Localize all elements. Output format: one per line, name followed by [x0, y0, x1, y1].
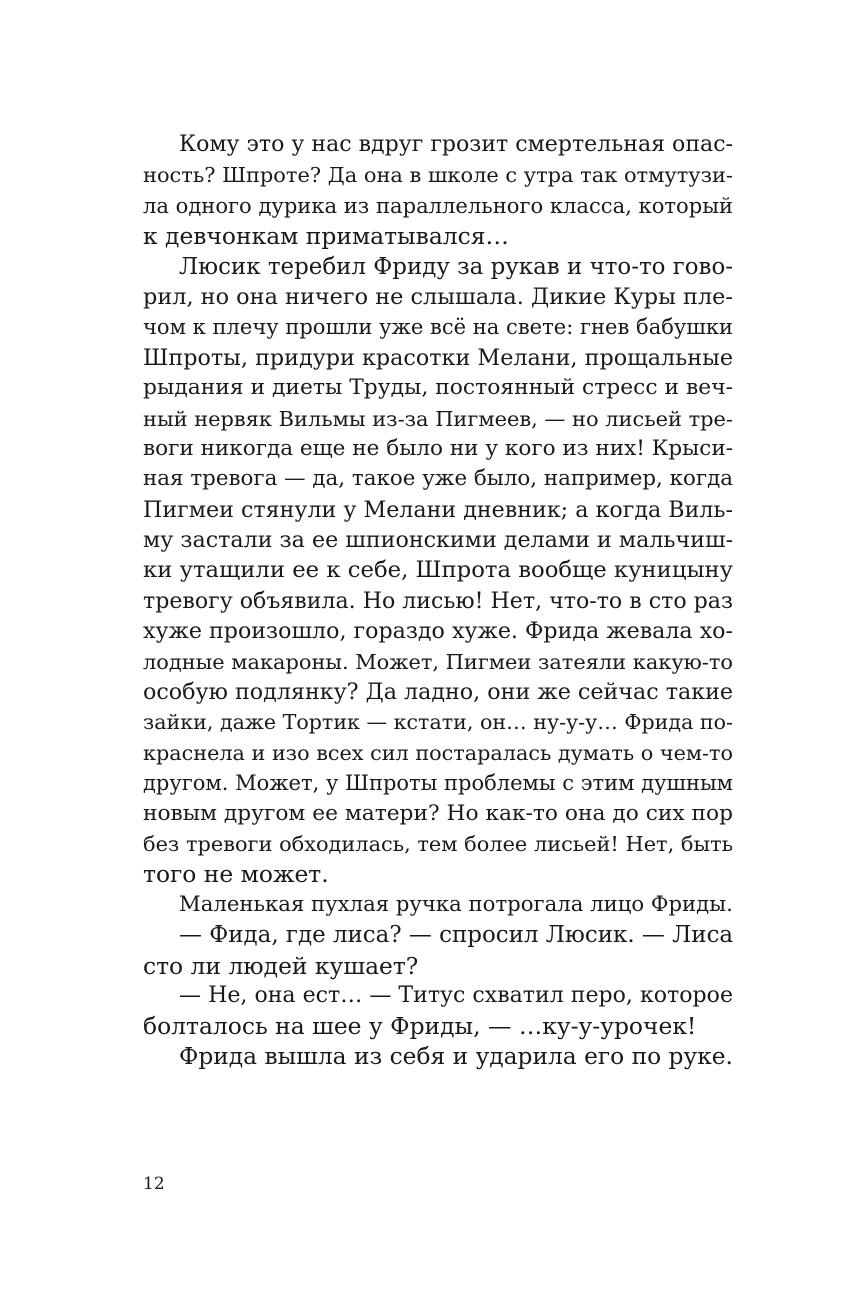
page-number: 12	[143, 1174, 165, 1194]
text-line: особую подлянку? Да ладно, они же сейчас такие	[143, 679, 734, 706]
text-line: ная тревога — да, такое уже было, например, когда	[143, 466, 733, 492]
text-line: Пигмеи стянули у Мелани дневник; а когда Виль-	[143, 496, 733, 523]
text-line: Кому это у нас вдруг грозит смертельная опас-	[179, 132, 733, 157]
text-line: ность? Шпроте? Да она в школе с утра так отмутузи-	[143, 163, 734, 188]
text-line: Маленькая пухлая ручка потрогала лицо Фриды.	[179, 891, 733, 917]
text-line: му застали за ее шпионскими делами и мальчиш-	[143, 527, 734, 554]
text-line: новым другом ее матери? Но как-то она до сих пор	[143, 800, 733, 826]
text-line: болталось на шее у Фриды, — …ку-у-урочек!	[143, 1012, 697, 1041]
text-line: хуже произошло, гораздо хуже. Фрида жевала хо-	[143, 618, 733, 645]
text-line: ки утащили ее к себе, Шпрота вообще куницыну	[143, 557, 734, 584]
text-line: ный нервяк Вильмы из-за Пигмеев, — но лисьей тре-	[143, 406, 733, 431]
text-line: того не может.	[143, 860, 329, 889]
text-line: Люсик теребил Фриду за рукав и что-то гово-	[179, 253, 733, 280]
text-line: воги никогда еще не было ни у кого из них! Крыси-	[143, 435, 733, 461]
text-line: рыдания и диеты Труды, постоянный стресс и веч-	[143, 375, 733, 401]
text-line: лодные макароны. Может, Пигмеи затеяли какую-то	[143, 649, 733, 674]
text-line: чом к плечу прошли уже всё на свете: гнев бабушки	[143, 314, 733, 340]
text-line: к девчонкам приматывался…	[143, 222, 509, 251]
text-line: сто ли людей кушает?	[143, 951, 419, 980]
text-line: — Фида, где лиса? — спросил Люсик. — Лиса	[179, 922, 734, 949]
text-line: рил, но она ничего не слышала. Дикие Куры пле-	[143, 283, 733, 310]
text-line: тревогу объявила. Но лисью! Нет, что-то в сто раз	[143, 587, 733, 614]
text-line: Шпроты, придури красотки Мелани, прощальные	[143, 344, 733, 371]
text-line: — Не, она ест… — Титус схватил перо, которое	[179, 982, 733, 1008]
body-text	[143, 130, 733, 1072]
text-line: другом. Может, у Шпроты проблемы с этим душным	[143, 770, 733, 796]
text-line: Фрида вышла из себя и ударила его по руке.	[179, 1042, 733, 1070]
text-line: без тревоги обходилась, тем более лисьей! Нет, быть	[143, 831, 733, 856]
text-line: краснела и изо всех сил постаралась думать о чем-то	[143, 740, 733, 765]
text-line: ла одного дурика из параллельного класса, который	[143, 192, 733, 218]
text-line: зайки, даже Тортик — кстати, он… ну-у-у… Фрида по-	[143, 710, 733, 735]
